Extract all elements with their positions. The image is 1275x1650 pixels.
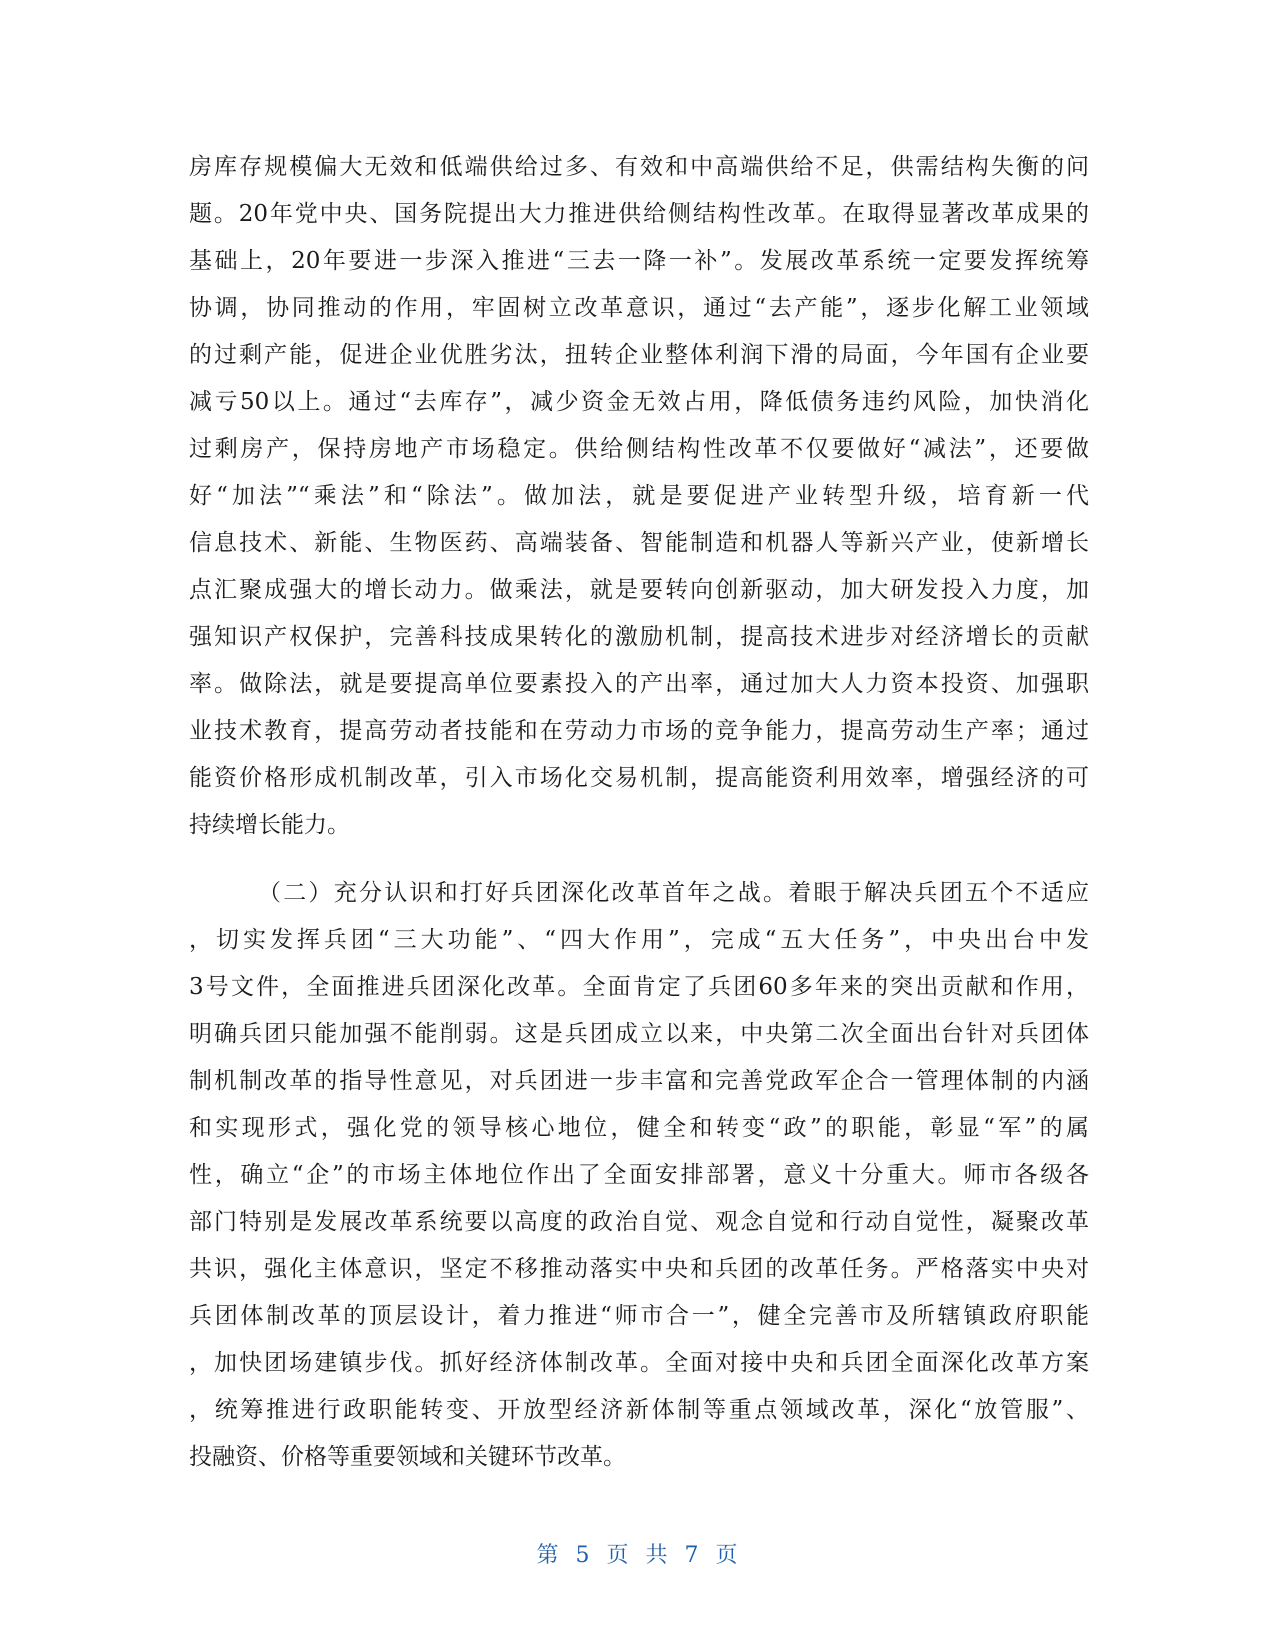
text-line: 点汇聚成强大的增长动力。做乘法，就是要转向创新驱动，加大研发投入力度，加 bbox=[189, 577, 1089, 603]
text-line: 的过剩产能，促进企业优胜劣汰，扭转企业整体利润下滑的局面，今年国有企业要 bbox=[189, 342, 1089, 368]
text-line: 信息技术、新能、生物医药、高端装备、智能制造和机器人等新兴产业，使新增长 bbox=[189, 530, 1089, 556]
text-line: 明确兵团只能加强不能削弱。这是兵团成立以来，中央第二次全面出台针对兵团体 bbox=[189, 1021, 1089, 1047]
text-line: 能资价格形成机制改革，引入市场化交易机制，提高能资利用效率，增强经济的可 bbox=[189, 765, 1089, 791]
text-line: 强知识产权保护，完善科技成果转化的激励机制，提高技术进步对经济增长的贡献 bbox=[189, 624, 1089, 650]
text-line: 题。20年党中央、国务院提出大力推进供给侧结构性改革。在取得显著改革成果的 bbox=[189, 201, 1089, 227]
text-line: 基础上，20年要进一步深入推进“三去一降一补”。发展改革系统一定要发挥统筹 bbox=[189, 248, 1089, 274]
text-line: 持续增长能力。 bbox=[189, 812, 350, 838]
text-line: ，加快团场建镇步伐。抓好经济体制改革。全面对接中央和兵团全面深化改革方案 bbox=[189, 1350, 1089, 1376]
text-line: 部门特别是发展改革系统要以高度的政治自觉、观念自觉和行动自觉性，凝聚改革 bbox=[189, 1209, 1089, 1235]
section-heading-line: （二）充分认识和打好兵团深化改革首年之战。着眼于解决兵团五个不适应 bbox=[258, 880, 1089, 906]
text-line: 业技术教育，提高劳动者技能和在劳动力市场的竞争能力，提高劳动生产率；通过 bbox=[189, 718, 1089, 744]
page-number-footer: 第 5 页 共 7 页 bbox=[536, 1543, 739, 1568]
text-line: 制机制改革的指导性意见，对兵团进一步丰富和完善党政军企合一管理体制的内涵 bbox=[189, 1068, 1089, 1094]
text-line: 率。做除法，就是要提高单位要素投入的产出率，通过加大人力资本投资、加强职 bbox=[189, 671, 1089, 697]
text-line: 性，确立“企”的市场主体地位作出了全面安排部署，意义十分重大。师市各级各 bbox=[189, 1162, 1089, 1188]
text-line: 兵团体制改革的顶层设计，着力推进“师市合一”，健全完善市及所辖镇政府职能 bbox=[189, 1303, 1089, 1329]
text-line: 好“加法”“乘法”和“除法”。做加法，就是要促进产业转型升级，培育新一代 bbox=[189, 483, 1089, 509]
text-line: 减亏50以上。通过“去库存”，减少资金无效占用，降低债务违约风险，加快消化 bbox=[189, 389, 1089, 415]
text-line: 投融资、价格等重要领域和关键环节改革。 bbox=[189, 1444, 626, 1470]
text-line: 和实现形式，强化党的领导核心地位，健全和转变“政”的职能，彰显“军”的属 bbox=[189, 1115, 1089, 1141]
text-line: 3号文件，全面推进兵团深化改革。全面肯定了兵团60多年来的突出贡献和作用， bbox=[189, 974, 1089, 1000]
text-line: 房库存规模偏大无效和低端供给过多、有效和中高端供给不足，供需结构失衡的问 bbox=[189, 154, 1089, 180]
text-line: ，切实发挥兵团“三大功能”、“四大作用”，完成“五大任务”，中央出台中发 bbox=[189, 927, 1089, 953]
text-line: ，统筹推进行政职能转变、开放型经济新体制等重点领域改革，深化“放管服”、 bbox=[189, 1397, 1089, 1423]
text-line: 共识，强化主体意识，坚定不移推动落实中央和兵团的改革任务。严格落实中央对 bbox=[189, 1256, 1089, 1282]
body-paragraph-1 bbox=[189, 144, 1089, 849]
body-paragraph-2 bbox=[189, 870, 1089, 1481]
text-line: 过剩房产，保持房地产市场稳定。供给侧结构性改革不仅要做好“减法”，还要做 bbox=[189, 436, 1089, 462]
text-line: 协调，协同推动的作用，牢固树立改革意识，通过“去产能”，逐步化解工业领域 bbox=[189, 295, 1089, 321]
